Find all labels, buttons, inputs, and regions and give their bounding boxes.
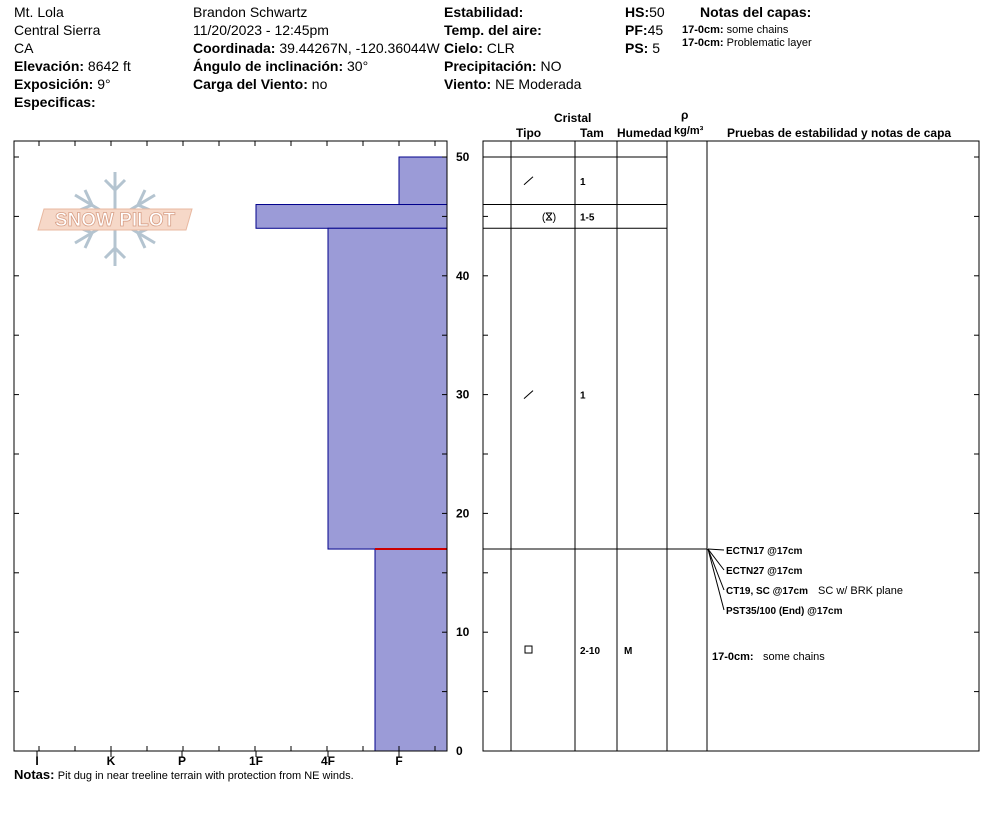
observer-name: Brandon Schwartz bbox=[193, 4, 308, 20]
pf-value: 45 bbox=[647, 22, 664, 38]
wind-value: NE Moderada bbox=[495, 76, 582, 92]
stability-test-code: ECTN27 @17cm bbox=[726, 566, 803, 577]
crystal-moisture: M bbox=[624, 646, 633, 658]
hardness-axis-label: F bbox=[395, 754, 403, 768]
sky-value: CLR bbox=[486, 40, 515, 56]
hardness-axis-label: K bbox=[106, 754, 116, 768]
ps-label: PS: bbox=[625, 40, 649, 56]
cristal-header: Cristal bbox=[554, 111, 592, 125]
tests-header: Pruebas de estabilidad y notas de capa bbox=[727, 126, 952, 140]
snowpilot-logo bbox=[38, 172, 192, 266]
test-leader-line bbox=[708, 549, 724, 610]
aspect-value: 9° bbox=[97, 76, 111, 92]
elevation-value: 8642 ft bbox=[87, 58, 131, 74]
hardness-axis-label: P bbox=[177, 754, 187, 768]
slope-angle-label: Ángulo de inclinación: bbox=[193, 58, 344, 74]
hardness-axis-label: I bbox=[35, 754, 39, 768]
crystal-size: 1 bbox=[580, 176, 586, 188]
logo-text: SNOW PILOT bbox=[54, 210, 176, 231]
hardness-layer bbox=[375, 549, 447, 751]
notes-text: Pit dug in near treeline terrain with protection from NE winds. bbox=[57, 770, 354, 782]
precipitation-value: NO bbox=[540, 58, 562, 74]
elevation-label: Elevación: bbox=[14, 58, 85, 74]
depth-tick-label: 30 bbox=[456, 387, 470, 402]
precipitation-label: Precipitación: bbox=[444, 58, 537, 74]
crystal-size: 1 bbox=[580, 390, 586, 402]
wind-label: Viento: bbox=[444, 76, 492, 92]
hardness-layer bbox=[328, 228, 447, 549]
observation-datetime: 11/20/2023 - 12:45pm bbox=[193, 22, 329, 38]
ps-value: 5 bbox=[652, 40, 661, 56]
tam-header: Tam bbox=[580, 126, 604, 140]
hs-label: HS: bbox=[625, 4, 650, 20]
layer-comment-range: 17-0cm: bbox=[712, 651, 754, 663]
layer-comment-text: some chains bbox=[763, 651, 825, 663]
coordinates-value: 39.44267N, -120.36044W bbox=[279, 40, 440, 56]
precipitation-particle-icon bbox=[524, 391, 533, 399]
hardness-axis-label: 4F bbox=[320, 754, 336, 768]
crystal-type-symbol: (ⴵ) bbox=[541, 211, 557, 224]
test-leader-line bbox=[708, 549, 724, 590]
depth-hoar-icon bbox=[525, 646, 532, 653]
wind-loading-label: Carga del Viento: bbox=[193, 76, 308, 92]
hardness-layer bbox=[399, 157, 447, 205]
sky-label: Cielo: bbox=[444, 40, 483, 56]
depth-tick-label: 40 bbox=[456, 268, 470, 283]
precipitation-particle-icon bbox=[524, 177, 533, 185]
hardness-layer bbox=[256, 205, 447, 229]
wind-loading-value: no bbox=[311, 76, 328, 92]
stability-test-note: SC w/ BRK plane bbox=[818, 585, 903, 597]
location-name: Mt. Lola bbox=[14, 4, 64, 20]
air-temp-label: Temp. del aire: bbox=[444, 22, 542, 38]
test-leader-line bbox=[708, 549, 724, 550]
density-symbol: ρ bbox=[681, 108, 689, 122]
layer-note-range: 17-0cm: bbox=[682, 24, 724, 36]
slope-angle-value: 30° bbox=[347, 58, 369, 74]
depth-tick-label: 10 bbox=[456, 625, 470, 640]
tipo-header: Tipo bbox=[516, 126, 542, 140]
layer-note-text: some chains bbox=[726, 24, 789, 36]
humedad-header: Humedad bbox=[617, 126, 672, 140]
hardness-axis-label: 1F bbox=[248, 754, 264, 768]
state: CA bbox=[14, 40, 34, 56]
density-unit: kg/m³ bbox=[674, 125, 704, 137]
hs-value: 50 bbox=[649, 4, 665, 20]
notes bbox=[14, 767, 354, 784]
stability-test-code: PST35/100 (End) @17cm bbox=[726, 606, 843, 617]
stability-test-code: CT19, SC @17cm bbox=[726, 586, 809, 597]
depth-tick-label: 20 bbox=[456, 506, 470, 521]
layer-note-range: 17-0cm: bbox=[682, 37, 724, 49]
specifics-label: Especificas: bbox=[14, 94, 96, 110]
coordinates-label: Coordinada: bbox=[193, 40, 276, 56]
stability-label: Estabilidad: bbox=[444, 4, 524, 20]
crystal-size: 1-5 bbox=[580, 212, 595, 224]
depth-tick-label: 50 bbox=[456, 150, 470, 164]
depth-tick-label: 0 bbox=[456, 744, 463, 758]
aspect-label: Exposición: bbox=[14, 76, 94, 92]
crystal-size: 2-10 bbox=[580, 646, 601, 658]
layer-note-text: Problematic layer bbox=[726, 37, 812, 49]
layer-notes-title: Notas del capas: bbox=[700, 4, 812, 20]
notes-label: Notas: bbox=[14, 767, 55, 782]
stability-test-code: ECTN17 @17cm bbox=[726, 546, 803, 557]
mountain-range: Central Sierra bbox=[14, 22, 101, 38]
pf-label: PF: bbox=[625, 22, 648, 38]
